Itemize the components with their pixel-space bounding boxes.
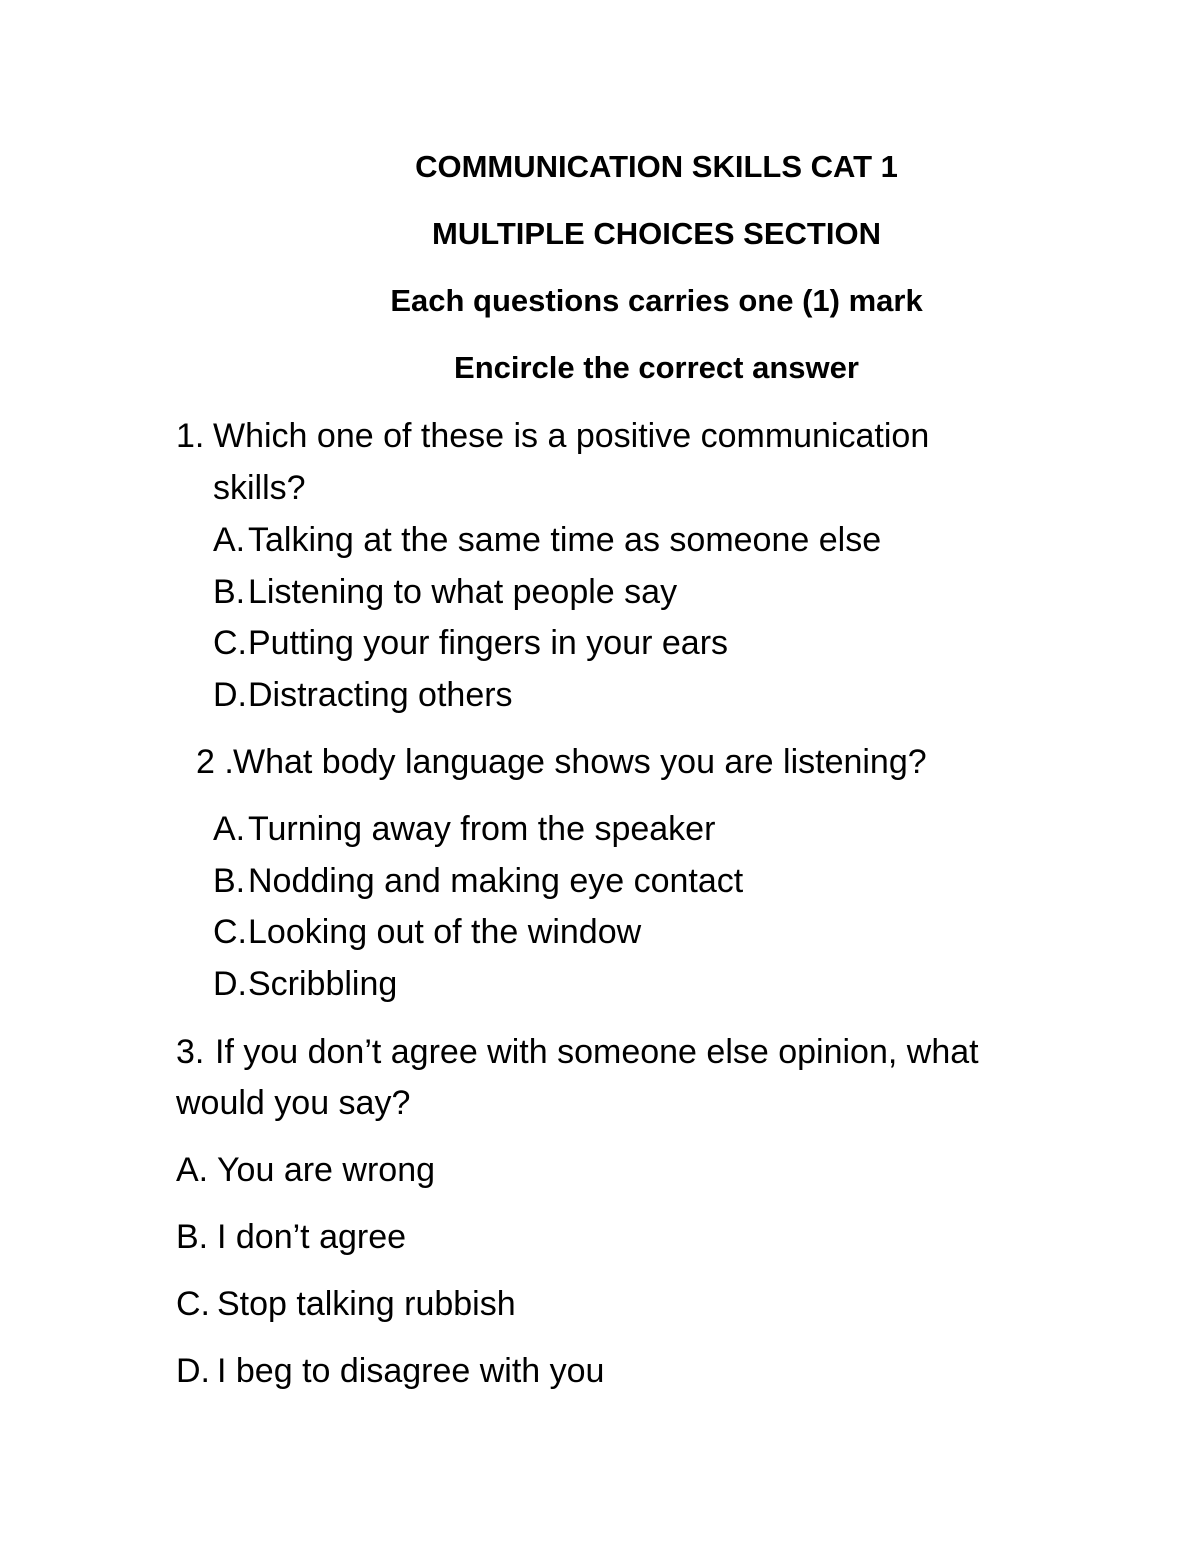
- marks-note: Each questions carries one (1) mark: [390, 283, 923, 318]
- option-text: Talking at the same time as someone else: [248, 521, 882, 559]
- option-letter: C.: [176, 1285, 210, 1323]
- option-letter: C.: [213, 913, 247, 951]
- option-letter: B.: [213, 862, 246, 900]
- option-text: Stop talking rubbish: [217, 1285, 516, 1323]
- question-text: What body language shows you are listening?: [233, 743, 927, 781]
- option-text: Looking out of the window: [248, 913, 642, 951]
- option-text: Scribbling: [248, 965, 398, 1003]
- option-letter: D.: [213, 965, 247, 1003]
- option-text: You are wrong: [217, 1151, 436, 1189]
- option-text: Putting your fingers in your ears: [248, 624, 729, 662]
- question-text: If you don’t agree with someone else opinion, what: [215, 1033, 979, 1071]
- option-text: Distracting others: [248, 676, 513, 714]
- option-letter: B.: [213, 573, 246, 611]
- option-letter: D.: [213, 676, 247, 714]
- option-letter: A.: [213, 810, 246, 848]
- option-text: Turning away from the speaker: [248, 810, 716, 848]
- option-letter: C.: [213, 624, 247, 662]
- question-text-continued: would you say?: [176, 1084, 411, 1122]
- option-text: Nodding and making eye contact: [248, 862, 744, 900]
- option-letter: A.: [213, 521, 246, 559]
- question-number: 3.: [176, 1033, 205, 1071]
- option-text: Listening to what people say: [248, 573, 678, 611]
- question-text-continued: skills?: [213, 469, 306, 507]
- question-number: 2 .: [196, 743, 234, 781]
- option-letter: B.: [176, 1218, 209, 1256]
- document-title: COMMUNICATION SKILLS CAT 1: [415, 149, 898, 184]
- option-letter: A.: [176, 1151, 209, 1189]
- instruction: Encircle the correct answer: [454, 350, 859, 385]
- option-text: I beg to disagree with you: [217, 1352, 605, 1390]
- option-letter: D.: [176, 1352, 210, 1390]
- question-number: 1.: [176, 417, 205, 455]
- option-text: I don’t agree: [217, 1218, 407, 1256]
- question-text: Which one of these is a positive communication: [213, 417, 930, 455]
- section-title: MULTIPLE CHOICES SECTION: [432, 216, 881, 251]
